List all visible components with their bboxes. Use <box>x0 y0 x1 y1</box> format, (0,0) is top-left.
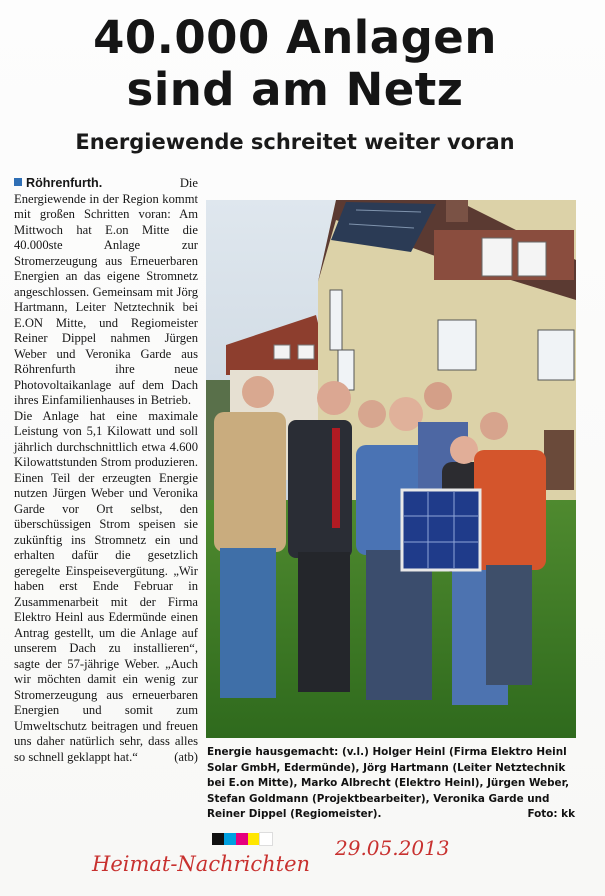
paragraph-1-text: Die Energiewende in der Region kommt mit großen Schritten voran: Am Mittwoch hat E.on Mitte die 40.000ste Anlage zur Stromerzeugung aus Erneuerbaren Energien an das eigene Stromnetz angeschlossen. Gemeinsam mit Jörg Hartmann, Leiter Netztechnik bei E.ON Mitte, und Regiomeister Reiner Dippel nahmen Jürgen Weber und Veronika Garde aus Röhrenfurth ihre neue Photovoltaikanlage auf dem Dach ihres Einfamilienhauses in Betrieb. <box>14 176 198 407</box>
author-tag: (atb) <box>174 749 198 764</box>
subheadline: Energiewende schreitet weiter voran <box>75 130 515 154</box>
article-paragraph-2 <box>14 409 198 766</box>
headline-line-2: sind am Netz <box>126 63 464 116</box>
color-swatch-yellow <box>248 833 260 845</box>
dateline: Röhrenfurth. <box>26 176 103 190</box>
handwritten-source: Heimat-Nachrichten <box>92 852 311 876</box>
photo-caption <box>207 745 575 823</box>
color-swatch-white <box>260 833 272 845</box>
print-color-bar <box>212 833 272 845</box>
headline <box>0 12 590 116</box>
photo-credit: Foto: kk <box>527 808 575 821</box>
color-swatch-cyan <box>224 833 236 845</box>
dateline-bullet-icon <box>14 178 22 186</box>
article-photo <box>206 200 576 738</box>
people-group <box>214 376 546 705</box>
article-body <box>14 176 198 765</box>
article-paragraph-1 <box>14 176 198 409</box>
color-swatch-magenta <box>236 833 248 845</box>
paragraph-2-text: Die Anlage hat eine maximale Leistung von 5,1 Kilowatt und soll jährlich durchschnittlich etwa 4.600 Kilowattstunden Strom produzieren. Einen Teil der erzeugten Energie nutzen Jürgen Weber und Veronika Garde vor Ort selbst, den überschüssigen Strom speisen sie zukünftig ins Stromnetz ein und erhalten dafür die gesetzlich geregelte Einspeisevergütung. „Wir haben erst Ende Februar in Zusammenarbeit mit der Firma Elektro Heinl aus Edermünde einen Antrag gestellt, um die Anlage auf unserem Dach zu installieren“, sagte der 57-jährige Weber. „Auch wir möchten damit ein wenig zur Stromerzeugung aus erneuerbaren Energien und somit zum Umweltschutz beitragen und freuen uns daher natürlich sehr, dass alles so schnell geklappt hat.“ <box>14 408 198 764</box>
photo-illustration <box>206 200 576 738</box>
color-swatch-black <box>212 833 224 845</box>
headline-line-1: 40.000 Anlagen <box>93 11 497 64</box>
caption-text: Energie hausgemacht: (v.l.) Holger Heinl (Firma Elektro Heinl Solar GmbH, Edermünde), Jörg Hartmann (Leiter Netztechnik bei E.on Mitte), Marko Albrecht (Elektro Heinl), Jürgen Weber, Stefan Goldmann (Projektbearbeiter), Veronika Garde und Reiner Dippel (Regiomeister). <box>207 746 570 821</box>
handwritten-date: 29.05.2013 <box>335 836 450 860</box>
solar-panel-icon <box>402 490 480 570</box>
